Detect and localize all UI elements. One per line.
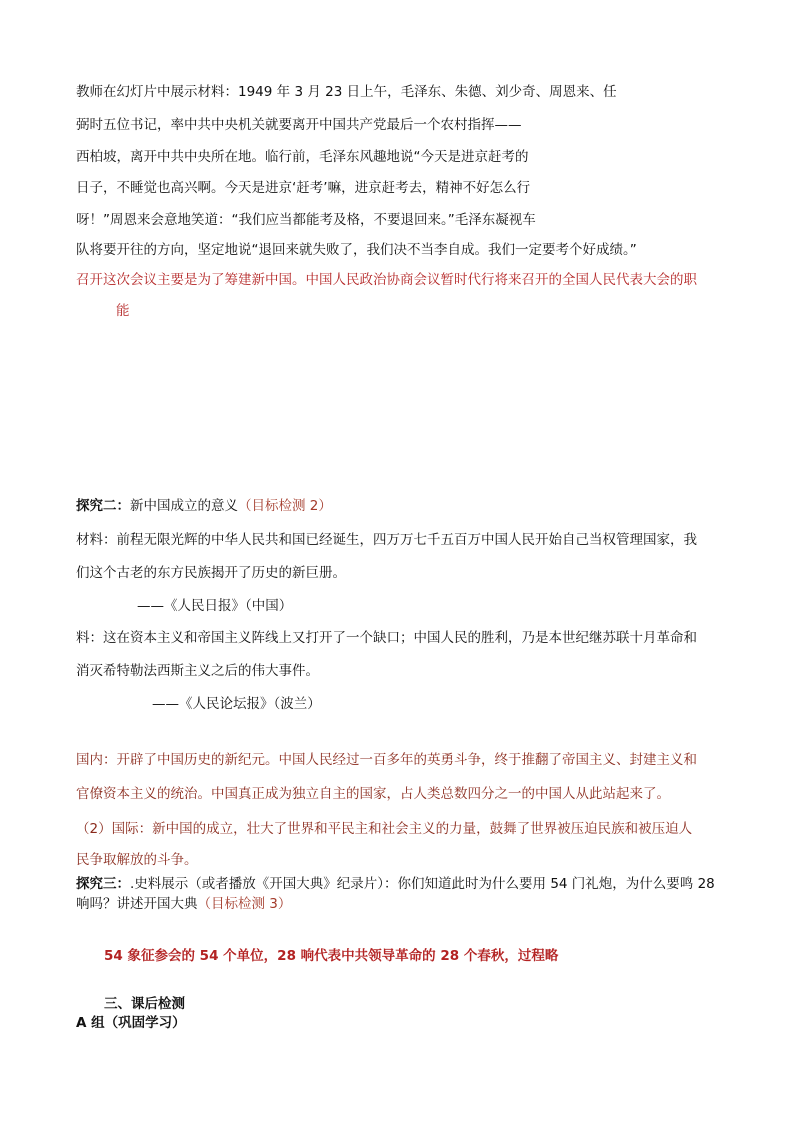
material-text-line: 教师在幻灯片中展示材料：1949 年 3 月 23 日上午，毛泽东、朱德、刘少奇、周恩来、任 — [76, 84, 617, 100]
heading-text: 新中国成立的意义 — [130, 498, 238, 514]
material-text-line: 材料：前程无限光辉的中华人民共和国已经诞生，四万万七千五百万中国人民开始自己当权管理国家，我 — [76, 532, 697, 548]
section-heading — [76, 496, 332, 516]
heading-text: .史料展示（或者播放《开国大典》纪录片）：你们知道此时为什么要用 54 门礼炮，为什么要鸣 28 — [130, 876, 715, 892]
material-text-line: 日子，不睡觉也高兴啊。今天是进京‘赶考’嘛，进京赶考去，精神不好怎么行 — [76, 180, 531, 196]
material-text-line: 们这个古老的东方民族揭开了历史的新巨册。 — [76, 565, 346, 581]
heading-label: 探究三： — [76, 876, 130, 892]
answer-text: 民争取解放的斗争。 — [76, 852, 198, 868]
target-tag: （目标检测 2） — [238, 498, 332, 514]
answer-text: （2）国际：新中国的成立，壮大了世界和平民主和社会主义的力量，鼓舞了世界被压迫民族和被压迫人 — [76, 821, 693, 837]
answer-text: 国内：开辟了中国历史的新纪元。中国人民经过一百多年的英勇斗争，终于推翻了帝国主义、封建主义和 — [76, 752, 697, 768]
subsection-heading: A 组（巩固学习） — [76, 1015, 186, 1031]
section-heading — [76, 874, 715, 894]
material-text-line: 队将要开往的方向，坚定地说“退回来就失败了，我们决不当李自成。我们一定要考个好成绩。” — [76, 242, 637, 258]
question-text: 响吗？讲述开国大典 — [76, 896, 198, 912]
answer-text: 54 象征参会的 54 个单位，28 响代表中共领导革命的 28 个春秋，过程略 — [104, 948, 559, 964]
material-text-line: 西柏坡，离开中共中央所在地。临行前，毛泽东风趣地说“今天是进京赶考的 — [76, 149, 529, 165]
answer-text: 召开这次会议主要是为了筹建新中国。中国人民政治协商会议暂时代行将来召开的全国人民代表大会的职 — [76, 272, 697, 288]
heading-label: 探究二： — [76, 498, 130, 514]
material-text-line: 料：这在资本主义和帝国主义阵线上又打开了一个缺口；中国人民的胜利，乃是本世纪继苏联十月革命和 — [76, 630, 697, 646]
material-text-line: 消灭希特勒法西斯主义之后的伟大事件。 — [76, 663, 319, 679]
answer-text: 能 — [116, 303, 130, 319]
material-text-line — [76, 894, 291, 914]
section-heading: 三、课后检测 — [104, 996, 185, 1012]
target-tag: （目标检测 3） — [197, 896, 292, 912]
answer-text: 官僚资本主义的统治。中国真正成为独立自主的国家，占人类总数四分之一的中国人从此站起来了。 — [76, 786, 670, 802]
material-text-line: 呀！”周恩来会意地笑道：“我们应当都能考及格，不要退回来。”毛泽东凝视车 — [76, 212, 536, 228]
source-citation: ——《人民日报》（中国） — [137, 598, 293, 614]
material-text-line: 弼时五位书记，率中共中央机关就要离开中国共产党最后一个农村指挥—— — [76, 117, 522, 133]
source-citation: ——《人民论坛报》（波兰） — [152, 696, 321, 712]
